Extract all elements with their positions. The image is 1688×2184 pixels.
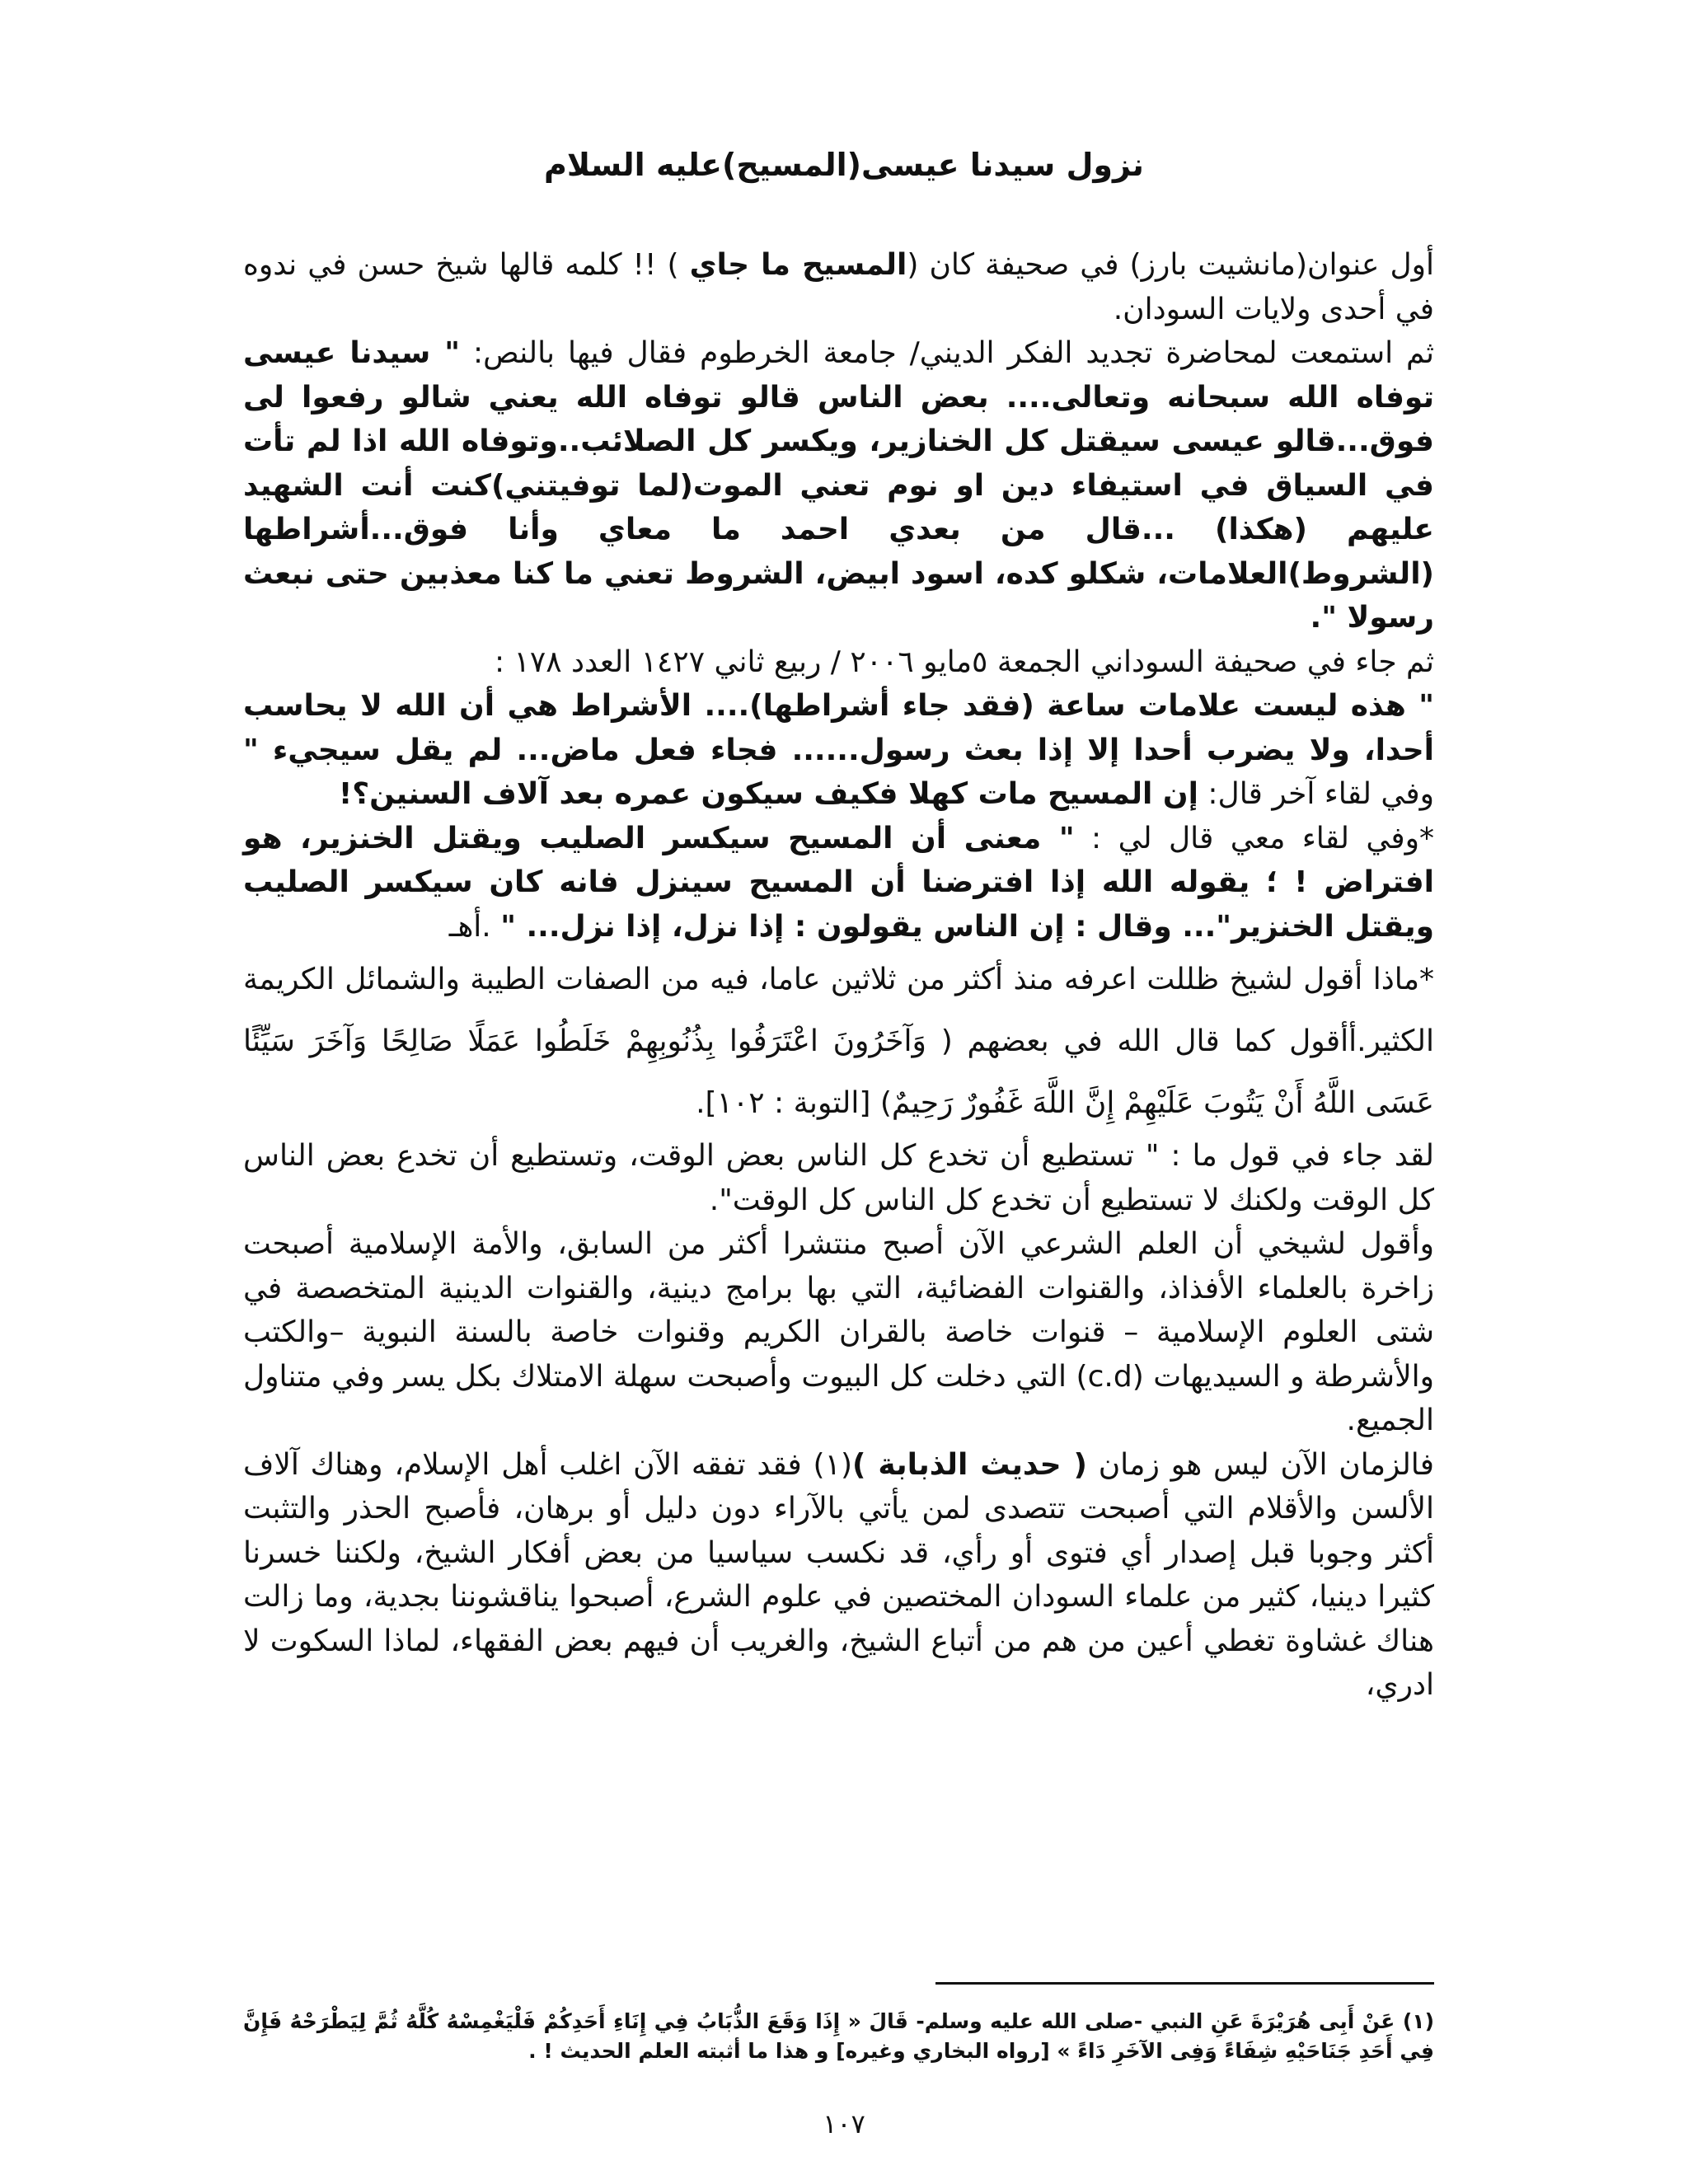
- paragraph-3-text-c: وفي لقاء آخر قال:: [1198, 777, 1434, 811]
- paragraph-5-text-c: ) [التوبة : ١٠٢].: [696, 1086, 892, 1120]
- paragraph-1: [243, 243, 1434, 331]
- paragraph-4: [243, 817, 1434, 949]
- paragraph-8: [243, 1443, 1434, 1708]
- paragraph-1-text-a: أول عنوان(مانشيت بارز) في صحيفة كان (: [907, 248, 1434, 282]
- paragraph-3-text-a: ثم جاء في صحيفة السوداني الجمعة ٥مايو ٢٠٠٦ / ربيع ثاني ١٤٢٧ العدد ١٧٨ :: [494, 644, 1434, 679]
- paragraph-3-bold-d: إن المسيح مات كهلا فكيف سيكون عمره بعد آلاف السنين؟!: [338, 777, 1198, 811]
- paragraph-4-text-a: *وفي لقاء معي قال لي :: [1074, 821, 1434, 855]
- body-text: [243, 243, 1434, 1708]
- paragraph-2-quote: " سيدنا عيسى توفاه الله سبحانه وتعالى.... بعض الناس قالو توفاه الله يعني شالو رفعوا لى فوق...قالو عيسى سيقتل كل الخنازير، ويكسر كل الصلائب..وتوفاه الله اذا لم تأت في السياق في استيفاء دين او نوم تعني الموت(لما توفيتني)كنت أنت الشهيد عليهم (هكذا) ...قال من بعدي احمد ما معاي وأنا فوق...أشراطها (الشروط)العلامات، شكلو كده، اسود ابيض، الشروط تعني ما كنا معذبين حتى نبعث رسولا ".: [243, 336, 1434, 635]
- paragraph-8-text-a: فالزمان الآن ليس هو زمان: [1086, 1447, 1434, 1482]
- footnote: (١) عَنْ أَبِى هُرَيْرَةَ عَنِ النبي -صلى الله عليه وسلم- قَالَ « إِذَا وَقَعَ الذُّبَابُ فِي إِنَاءِ أَحَدِكُمْ فَلْيَغْمِسْهُ كُلَّهُ ثُمَّ لِيَطْرَحْهُ فَإِنَّ فِي أَحَدِ جَنَاحَيْهِ شِفَاءً وَفِى الآخَرِ دَاءً » [رواه البخاري وغيره] و هذا ما أثبته العلم الحديث ! .: [243, 2009, 1434, 2063]
- quran-verse: وَآخَرُونَ اعْتَرَفُوا بِذُنُوبِهِمْ خَلَطُوا عَمَلًا صَالِحًا وَآخَرَ سَيِّئًا عَسَى اللَّهُ أَنْ يَتُوبَ عَلَيْهِمْ إِنَّ اللَّهَ غَفُورٌ رَحِيمٌ: [243, 1024, 1434, 1120]
- page-number: ١٠٧: [823, 2108, 865, 2139]
- paragraph-3: [243, 640, 1434, 817]
- paragraph-3-quote: " هذه ليست علامات ساعة (فقد جاء أشراطها).... الأشراط هي أن الله لا يحاسب أحدا، ولا يضرب أحدا إلا إذا بعث رسول...... فجاء فعل ماض... لم يقل سيجيء ": [243, 689, 1434, 767]
- paragraph-8-bold: ( حديث الذبابة ): [851, 1447, 1087, 1482]
- paragraph-1-bold: المسيح ما جاي: [689, 248, 907, 282]
- footnote-separator: [935, 1982, 1434, 1985]
- paragraph-7: وأقول لشيخي أن العلم الشرعي الآن أصبح منتشرا أكثر من السابق، والأمة الإسلامية أصبحت زاخرة بالعلماء الأفذاذ، والقنوات الفضائية، التي بها برامج دينية، والقنوات الدينية المتخصصة في شتى العلوم الإسلامية – قنوات خاصة بالقران الكريم وقنوات خاصة بالسنة النبوية –والكتب والأشرطة و السيديهات (c.d) التي دخلت كل البيوت وأصبحت سهلة الامتلاك بكل يسر وفي متناول الجميع.: [243, 1227, 1434, 1437]
- paragraph-2: [243, 331, 1434, 640]
- paragraph-2-text-a: ثم استمعت لمحاضرة تجديد الفكر الديني/ جامعة الخرطوم فقال فيها بالنص:: [460, 336, 1435, 370]
- paragraph-8-text-c: (١) فقد تفقه الآن اغلب أهل الإسلام، وهناك آلاف الألسن والأقلام التي أصبحت تتصدى لمن يأتي بالآراء دون دليل أو برهان، فأصبح الحذر والتثبت أكثر وجوبا قبل إصدار أي فتوى أو رأي، قد نكسب سياسيا من بعض أفكار الشيخ، ولكننا خسرنا كثيرا دينيا، كثير من علماء السودان المختصين في علوم الشرع، أصبحوا يناقشوننا بجدية، وما زالت هناك غشاوة تغطي أعين من هم من أتباع الشيخ، والغريب أن فيهم بعض الفقهاء، لماذا السكوت لا ادري،: [243, 1447, 1434, 1702]
- paragraph-1-text-c: ) !! كلمه قالها شيخ حسن في ندوه في أحدى ولايات السودان.: [243, 248, 1434, 326]
- paragraph-6: لقد جاء في قول ما : " تستطيع أن تخدع كل الناس بعض الوقت، وتستطيع أن تخدع بعض الناس كل الوقت ولكنك لا تستطيع أن تخدع كل الناس كل الوقت".: [243, 1139, 1434, 1217]
- paragraph-5: [243, 949, 1434, 1134]
- paragraph-5-text-a: *ماذا أقول لشيخ ظللت اعرفه منذ أكثر من ثلاثين عاما، فيه من الصفات الطيبة والشمائل الكريمة الكثير.أأقول كما قال الله في بعضهم (: [243, 963, 1434, 1058]
- paragraph-4-text-c: .أهـ: [448, 909, 501, 944]
- page-title: نزول سيدنا عيسى(المسيح)عليه السلام: [544, 147, 1144, 183]
- paragraph-4-quote: " معنى أن المسيح سيكسر الصليب ويقتل الخنزير، هو افتراض ! ؛ يقوله الله إذا افترضنا أن المسيح سينزل فانه كان سيكسر الصليب ويقتل الخنزير"... وقال : إن الناس يقولون : إذا نزل، إذا نزل... ": [243, 821, 1434, 944]
